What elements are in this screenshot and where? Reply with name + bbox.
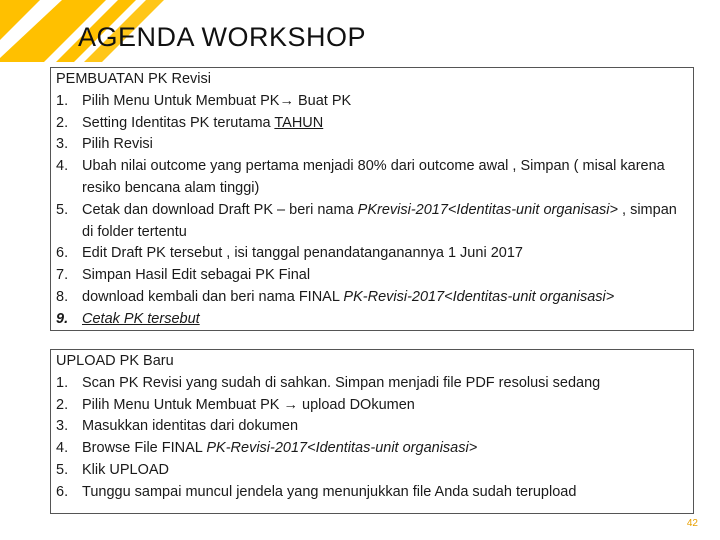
step-number: 1. [56, 374, 69, 391]
step-text: Scan PK Revisi yang sudah di sahkan. Simpan menjadi file PDF resolusi sedang [82, 374, 601, 391]
step-text: Pilih Revisi [82, 136, 153, 153]
list-item [56, 482, 689, 504]
list-item [56, 134, 689, 156]
step-text: upload DOkumen [297, 396, 415, 413]
arrow-right-icon: → [283, 396, 298, 413]
page-number: 42 [686, 518, 698, 529]
step-text: Pilih Menu Untuk Membuat PK [82, 396, 284, 413]
list-item [56, 243, 689, 265]
upload-pk-baru-box [50, 349, 694, 514]
step-number: 3. [56, 136, 69, 153]
slide-title: AGENDA WORKSHOP [78, 22, 367, 52]
step-text: Masukkan identitas dari dokumen [82, 418, 299, 435]
step-number: 2. [56, 396, 69, 413]
file-name: PK-Revisi-2017<Identitas-unit organisasi> [206, 440, 478, 457]
list-item [56, 395, 689, 417]
file-name: PKrevisi-2017<Identitas-unit organisasi> [357, 201, 618, 218]
step-text: Cetak dan download Draft PK – beri nama [82, 201, 358, 218]
step-text: Klik UPLOAD [82, 461, 170, 478]
list-item [56, 373, 689, 395]
section-heading: PEMBUATAN PK Revisi [56, 71, 211, 87]
pembuatan-pk-revisi-box [50, 67, 694, 331]
list-item [56, 309, 689, 331]
step-number: 8. [56, 288, 69, 305]
step-number: 4. [56, 440, 69, 457]
list-item [56, 460, 689, 482]
step-number: 5. [56, 461, 69, 478]
step-number: 3. [56, 418, 69, 435]
list-item [56, 91, 689, 113]
list-item [56, 200, 689, 244]
step-number: 1. [56, 92, 69, 109]
list-item [56, 265, 689, 287]
step-number: 5. [56, 201, 69, 218]
step-emphasis: TAHUN [274, 114, 324, 131]
arrow-right-icon: → [279, 92, 294, 109]
step-text: Ubah nilai outcome yang pertama menjadi 80% dari outcome awal , Simpan ( misal karena resiko bencana alam tinggi) [82, 158, 665, 196]
step-number: 6. [56, 483, 69, 500]
step-number: 6. [56, 245, 69, 262]
step-text: download kembali dan beri nama FINAL [82, 288, 344, 305]
list-item [56, 416, 689, 438]
step-text: Pilih Menu Untuk Membuat PK [82, 92, 280, 109]
list-item [56, 438, 689, 460]
step-list [56, 91, 689, 331]
step-number: 4. [56, 158, 69, 175]
step-text: Buat PK [293, 92, 352, 109]
step-number: 7. [56, 267, 69, 284]
list-item [56, 287, 689, 309]
step-text: Edit Draft PK tersebut , isi tanggal penandatanganannya 1 Juni 2017 [82, 245, 523, 262]
step-number: 9. [56, 310, 69, 327]
section-heading: UPLOAD PK Baru [56, 353, 174, 369]
file-name: PK-Revisi-2017<Identitas-unit organisasi> [343, 288, 615, 305]
step-number: 2. [56, 114, 69, 131]
step-text: Simpan Hasil Edit sebagai PK Final [82, 267, 311, 284]
list-item [56, 156, 689, 200]
step-text: , simpan di folder tertentu [82, 201, 677, 240]
step-text: Setting Identitas PK terutama [82, 114, 275, 131]
list-item [56, 113, 689, 135]
step-text: Tunggu sampai muncul jendela yang menunjukkan file Anda sudah terupload [82, 483, 577, 500]
step-list [56, 373, 689, 504]
step-text: Browse File FINAL [82, 440, 207, 457]
step-text: Cetak PK tersebut [82, 310, 200, 327]
